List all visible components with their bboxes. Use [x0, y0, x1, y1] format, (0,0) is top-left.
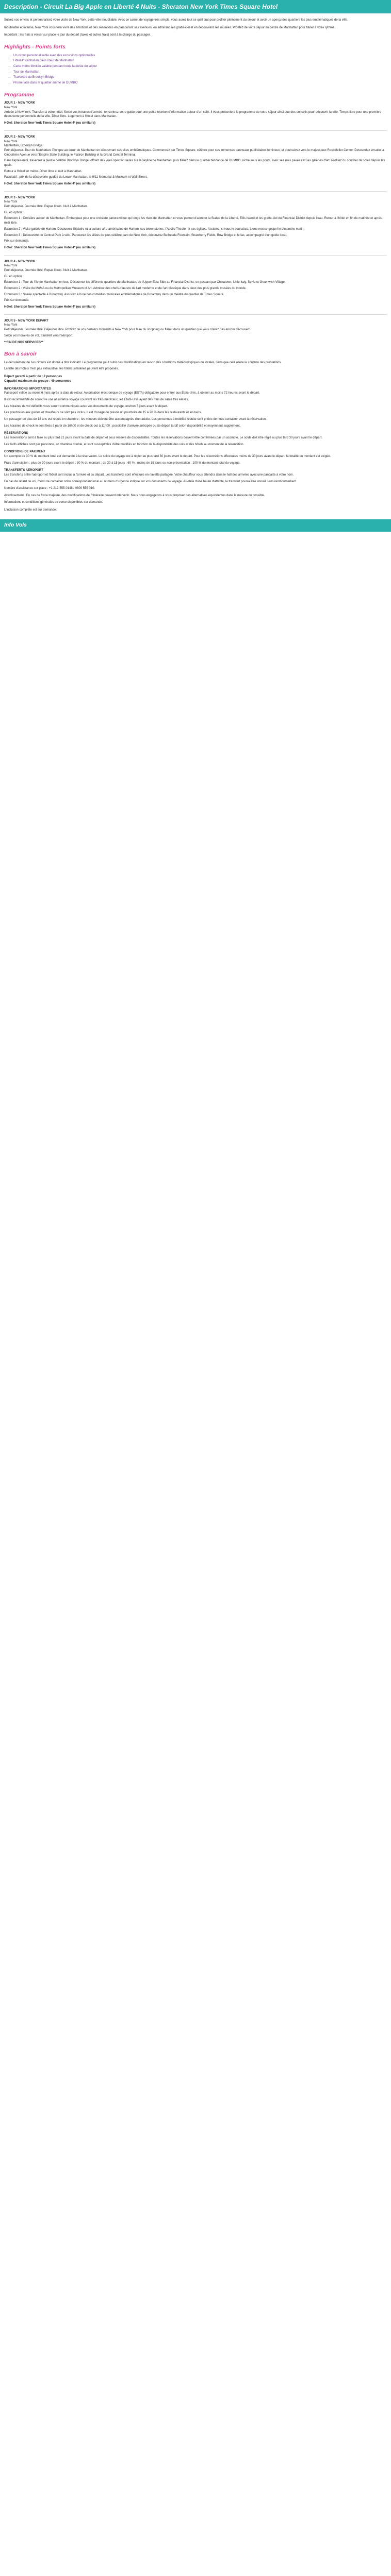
info-block — [4, 450, 387, 465]
highlight-item: • Hôtel 4* central en plein cœur de Manhattan — [13, 59, 387, 63]
day-paragraph: Ou en option : — [4, 275, 24, 278]
highlight-item: • Tour de Manhattan — [13, 70, 387, 75]
info-heading: TRANSFERTS AÉROPORT — [4, 469, 43, 472]
highlight-item: • Traversée du Brooklyn Bridge — [13, 75, 387, 80]
day-hotel: Hôtel: Sheraton New York Times Square Hotel 4* (ou similaire) — [4, 246, 96, 249]
day-location: New York — [4, 106, 18, 110]
info-block — [4, 361, 387, 371]
day-location: New York — [4, 140, 18, 143]
day-location: New York — [4, 200, 18, 204]
info-paragraph: Numéro d'assistance sur place : +1 212-555-0148 / 0800 555 010. — [4, 486, 95, 490]
info-paragraph: Frais d'annulation : plus de 30 jours avant le départ : 30 % du montant ; de 30 à 15 jours : 60 % ; moins de 15 jours ou non-présentation : 100 % du montant total du voyage. — [4, 461, 241, 465]
info-paragraph: Le déroulement de ces circuits est donné à titre indicatif. Le programme peut subir des modifications en raison des conditions météorologiques ou locales, sans que cela altère le contenu des prestations. — [4, 361, 282, 364]
info-block — [4, 431, 387, 447]
info-paragraph: Passeport valide au moins 6 mois après la date de retour. Autorisation électronique de voyage (ESTA) obligatoire pour entrer aux États-Unis, à obtenir au moins 72 heures avant le départ. — [4, 392, 260, 395]
info-paragraph: Un passager de plus de 18 ans est requis en chambre ; les mineurs doivent être accompagnés d'un adulte. Les personnes à mobilité réduite sont priées de nous contacter avant la réservation. — [4, 417, 267, 421]
day-paragraph: Excursion 1 : Tour de l'île de Manhattan en bus. Découvrez les différents quartiers de Manhattan, de l'Upper East Side au Financial District, en passant par Chinatown, Little Italy, SoHo et Greenwich Village. — [4, 281, 286, 284]
divider — [4, 130, 387, 131]
day-paragraph: Prix sur demande. — [4, 240, 29, 243]
info-block — [4, 375, 387, 383]
info-paragraph: Les tarifs affichés sont par personne, en chambre double, et sont susceptibles d'être modifiés en fonction de la disponibilité des vols et des hôtels au moment de la réservation. — [4, 443, 245, 446]
day-paragraph: Ou en option : — [4, 211, 24, 214]
intro-paragraph: Important : les frais à verser sur place le jour du départ (taxes et autres frais) sont à la charge du passager. — [4, 33, 151, 37]
day-paragraph: Excursion 1 : Croisière autour de Manhattan. Embarquez pour une croisière panoramique qui longe les rives de Manhattan et vous permet d'admirer la Statue de la Liberté, Ellis Island et les gratte-ciel du Financial District depuis l'eau. Retour à l'hôtel en fin de matinée et après-midi libre. — [4, 217, 383, 225]
info-block — [4, 494, 387, 504]
day-date: JOUR 4 - NEW YORK — [4, 260, 35, 263]
day-date: JOUR 5 - NEW YORK DEPART — [4, 319, 48, 323]
info-paragraph: Les pourboires aux guides et chauffeurs ne sont pas inclus. Il est d'usage de prévoir un pourboire de 15 à 20 % dans les restaurants et les taxis. — [4, 411, 202, 415]
day-paragraph: Selon vos horaires de vol, transfert vers l'aéroport. — [4, 334, 73, 337]
day-block — [4, 196, 387, 250]
day-paragraph: Dans l'après-midi, traversez à pied le célèbre Brooklyn Bridge, offrant des vues spectaculaires sur la skyline de Manhattan, puis flânez dans le quartier tendance de DUMBO, niché sous les ponts, avec ses rues pavées et ses galeries d'art. Profitez du coucher de soleil depuis les quais. — [4, 159, 385, 167]
divider — [4, 191, 387, 192]
info-paragraph: Capacité maximum du groupe : 49 personnes — [4, 379, 71, 383]
programme-title: Programme — [4, 91, 35, 98]
day-paragraph: Facultatif : prix de la découverte guidée du Lower Manhattan, le 9/11 Memorial & Museum et Wall Street. — [4, 176, 148, 179]
day-hotel: Hôtel: Sheraton New York Times Square Hotel 4* (ou similaire) — [4, 182, 96, 185]
day-date: JOUR 2 - NEW YORK — [4, 135, 35, 139]
info-block — [4, 468, 387, 490]
day-block — [4, 260, 387, 310]
info-paragraph: Informations et conditions générales de vente disponibles sur demande. — [4, 500, 103, 504]
day-block — [4, 135, 387, 187]
intro — [4, 18, 387, 38]
booking-title: Bon à savoir — [4, 351, 37, 358]
day-location: New York — [4, 264, 18, 268]
info-paragraph: Un acompte de 30 % du montant total est demandé à la réservation. Le solde du voyage est à régler au plus tard 30 jours avant le départ. Pour les réservations effectuées moins de 30 jours avant le départ, la totalité du montant est exigée. — [4, 455, 331, 459]
intro-paragraph: Suivez vos envies et personnalisez votre visite de New York, cette ville inoubliable. Avec ce carnet de voyage très simple, vous aurez tout ce qu'il faut pour profiter pleinement du séjour et avoir un aperçu des quartiers les plus emblématiques de la ville. — [4, 19, 348, 22]
day-location: New York — [4, 324, 18, 327]
day-block — [4, 319, 387, 345]
info-heading: INFORMATIONS IMPORTANTES — [4, 387, 51, 391]
info-block — [4, 387, 387, 429]
day-paragraph: Petit déjeuner. Tour de Manhattan. Plongez au cœur de Manhattan en découvrant ses sites emblématiques. Commencez par Times Square, célèbre pour ses immenses panneaux publicitaires lumineux, et poursuivez vers le majestueux Rockefeller Center. Descendez ensuite la Cinquième Avenue vers l'Empire State Building, le Flatiron Building et la Grand Central Terminal. — [4, 148, 384, 157]
title-bar — [0, 0, 391, 13]
day-paragraph: Arrivée à New York. Transfert à votre hôtel. Selon vos horaires d'arrivée, rencontrez votre guide pour une petite réunion d'information autour d'un café. Il vous présentera le programme de votre séjour ainsi que des conseils pour découvrir la ville. Temps libre pour une première découverte personnelle de la ville. Dîner libre. Logement à l'hôtel dans Manhattan. — [4, 110, 382, 118]
info-vols-title: Info Vols — [4, 522, 27, 529]
info-paragraph: Départ garanti à partir de : 2 personnes — [4, 375, 62, 379]
day-paragraph: Prix sur demande. — [4, 299, 29, 302]
info-paragraph: Avertissement : En cas de force majeure, des modifications de l'itinéraire peuvent intervenir. Nous nous engageons à vous proposer des alternatives équivalentes dans la mesure du possible. — [4, 494, 265, 498]
info-paragraph: Les réservations sont à faire au plus tard 21 jours avant la date de départ et sous réserve de disponibilités. Toutes les réservations doivent être confirmées par un acompte. Le solde doit être réglé au plus tard 30 jours avant le départ. — [4, 436, 322, 440]
day-paragraph: Excursion 3 : Soirée spectacle à Broadway. Assistez à l'une des comédies musicales emblématiques de Broadway dans un théâtre du quartier de Times Square. — [4, 293, 224, 296]
closing-note: L'inclusion complète est sur demande. — [4, 508, 57, 512]
day-date: JOUR 3 - NEW YORK — [4, 196, 35, 199]
highlight-item: • Un circuit personnalisable avec des excursions optionnelles — [13, 54, 387, 58]
info-paragraph: Les horaires de check-in sont fixés à partir de 16h00 et de check-out à 11h00 ; possibilité d'arrivée anticipée ou de départ tardif selon disponibilité et moyennant supplément. — [4, 424, 241, 428]
day-hotel: Hôtel: Sheraton New York Times Square Hotel 4* (ou similaire) — [4, 306, 96, 309]
day-paragraph: Petit déjeuner. Journée libre. Déjeuner libre. Profitez de vos derniers moments à New York pour faire du shopping ou flâner dans un quartier que vous n'avez pas encore découvert. — [4, 328, 251, 332]
day-paragraph: Petit déjeuner. Journée libre. Repas libres. Nuit à Manhattan. — [4, 268, 88, 272]
highlights-list — [4, 54, 387, 86]
day-paragraph: Excursion 2 : Visite du MoMA ou du Metropolitan Museum of Art. Admirez des chefs-d'œuvre de l'art moderne et de l'art classique dans deux des plus grands musées du monde. — [4, 287, 247, 290]
day-date: JOUR 1 - NEW YORK — [4, 101, 35, 105]
info-vols-bar — [0, 519, 391, 531]
info-paragraph: Il est recommandé de souscrire une assurance voyage couvrant les frais médicaux, les États-Unis ayant des frais de santé très élevés. — [4, 398, 189, 401]
info-heading: CONDITIONS DE PAIEMENT — [4, 450, 45, 454]
highlight-item: • Carte métro illimitée valable pendant toute la durée du séjour — [13, 64, 387, 69]
info-paragraph: En cas de retard de vol, merci de contacter notre correspondant local au numéro d'urgence indiqué sur vos documents de voyage. Au-delà d'une heure d'attente, le transfert pourra être annulé sans remboursement. — [4, 480, 297, 483]
day-block — [4, 101, 387, 125]
highlight-item: • Promenade dans le quartier animé de DUMBO — [13, 81, 387, 86]
page-title: Description - Circuit La Big Apple en Liberté 4 Nuits - Sheraton New York Times Square Hotel — [4, 3, 278, 10]
day-paragraph: Retour à l'hôtel en métro. Dîner libre et nuit à Manhattan. — [4, 170, 83, 173]
day-end-note: **FIN DE NOS SERVICES** — [4, 341, 43, 344]
intro-paragraph: Inoubliable et intense, New York vous fera vivre des émotions et des sensations en parcourant ses avenues, en admirant ses gratte-ciel et en découvrant ses musées. Profitez de votre séjour au centre de Manhattan pour flâner à votre rythme. — [4, 26, 336, 29]
content — [0, 18, 391, 532]
day-paragraph: Excursion 3 : Découverte de Central Park à vélo. Parcourez les allées du plus célèbre parc de New York, découvrez Bethesda Fountain, Strawberry Fields, Bow Bridge et le lac, accompagné d'un guide local. — [4, 233, 287, 237]
divider — [4, 255, 387, 256]
divider — [4, 314, 387, 315]
day-hotel: Hôtel: Sheraton New York Times Square Hotel 4* (ou similaire) — [4, 122, 96, 125]
day-paragraph: Petit déjeuner. Journée libre. Repas libres. Nuit à Manhattan. — [4, 205, 88, 209]
highlights-title: Highlights - Points forts — [4, 44, 66, 50]
info-heading: RÉSERVATIONS — [4, 432, 28, 435]
info-paragraph: Les transferts entre l'aéroport et l'hôtel sont inclus à l'arrivée et au départ. Les transferts sont effectués en navette partagée. Votre chauffeur vous attendra dans le hall des arrivées avec une pancarte à votre nom. — [4, 473, 294, 477]
info-paragraph: Les horaires de vol définitifs vous seront communiqués avec vos documents de voyage, environ 7 jours avant le départ. — [4, 404, 168, 408]
day-location: Manhattan, Brooklyn Bridge — [4, 144, 43, 148]
info-paragraph: La liste des hôtels n'est pas exhaustive, les hôtels similaires peuvent être proposés. — [4, 367, 119, 371]
day-paragraph: Excursion 2 : Visite guidée de Harlem. Découvrez l'histoire et la culture afro-américaine de Harlem, ses brownstones, l'Apollo Theater et ses églises. Assistez, si vous le souhaitez, à une messe gospel le dimanche matin. — [4, 227, 305, 231]
